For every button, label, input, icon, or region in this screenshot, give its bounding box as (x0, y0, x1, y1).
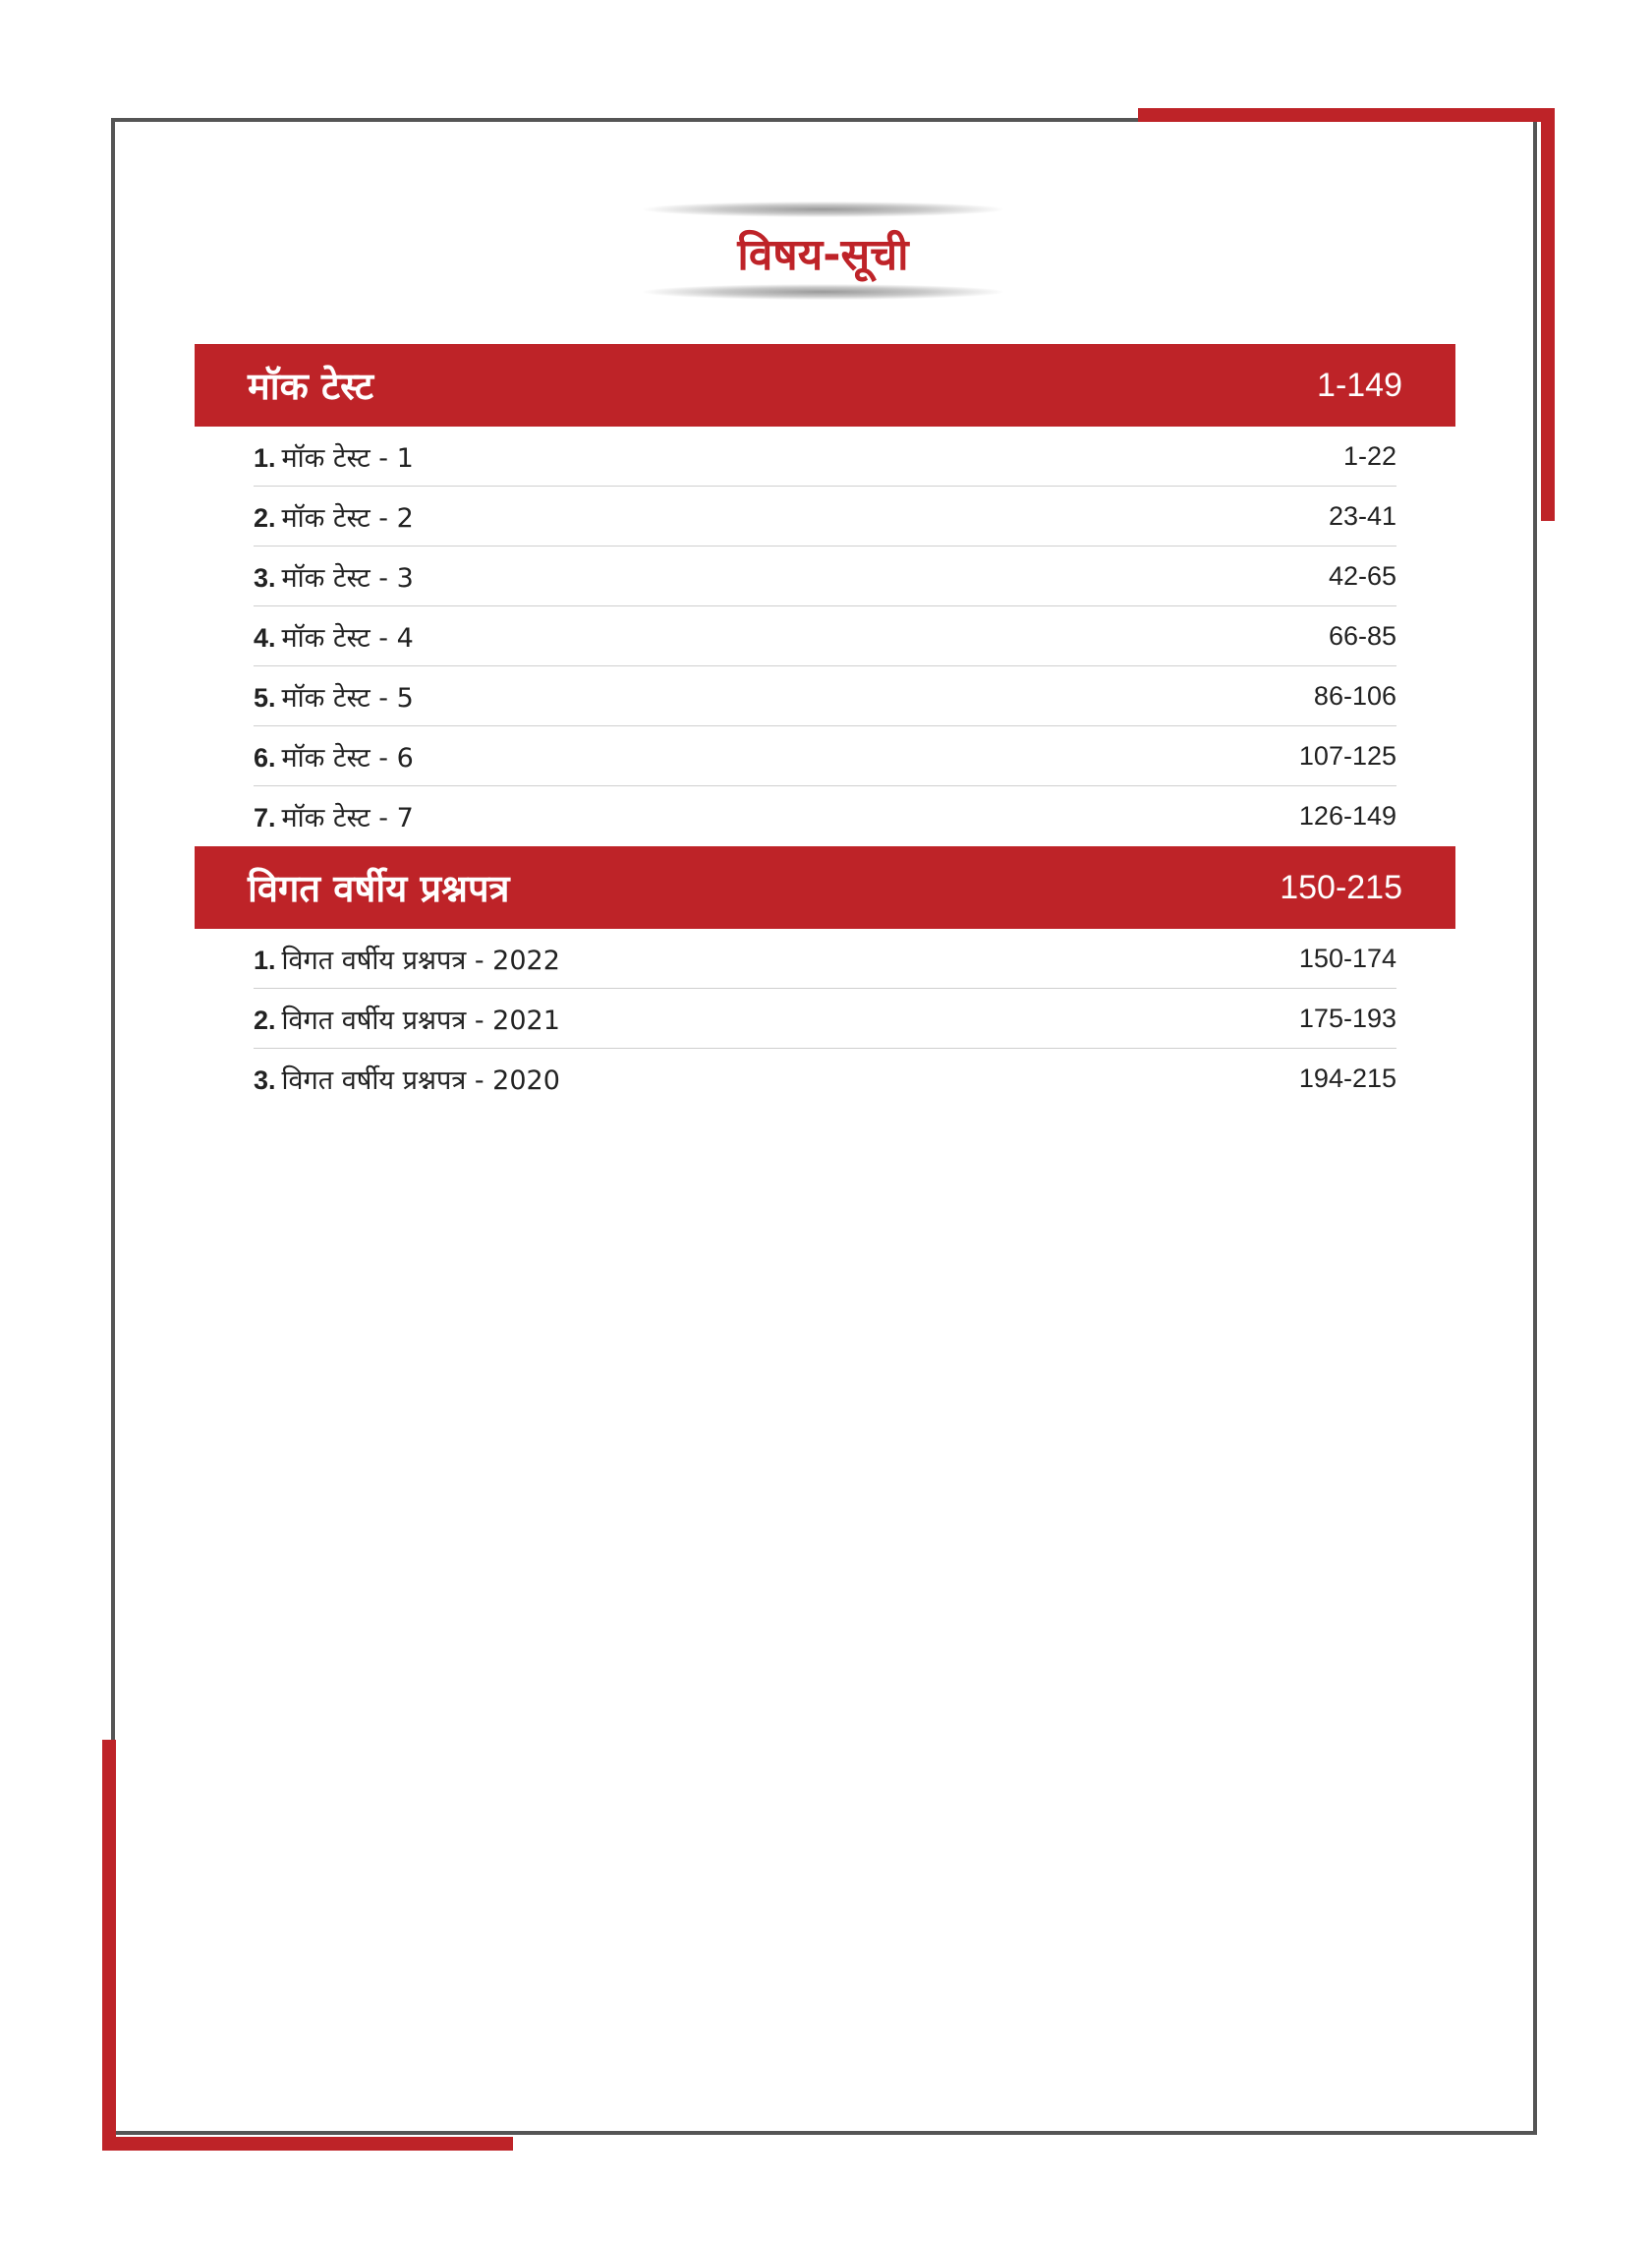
row-number: 1. (254, 442, 276, 473)
row-label-wrap (254, 438, 414, 475)
section-header-mock-tests (195, 344, 1455, 427)
row-label: मॉक टेस्ट - 3 (281, 562, 414, 594)
row-label-wrap (254, 941, 560, 977)
toc-row[interactable] (254, 1049, 1396, 1109)
toc-row[interactable] (254, 989, 1396, 1049)
row-number: 2. (254, 502, 276, 533)
row-label-wrap (254, 618, 414, 655)
section-title: मॉक टेस्ट (248, 365, 374, 408)
row-pages: 42-65 (1328, 560, 1396, 591)
row-number: 6. (254, 742, 276, 773)
toc-row[interactable] (254, 606, 1396, 666)
row-label-wrap (254, 798, 414, 834)
top-right-accent-horizontal (1138, 108, 1555, 122)
row-label-wrap (254, 498, 414, 535)
section-rows-previous-year-papers (254, 929, 1396, 1109)
row-number: 4. (254, 622, 276, 653)
row-label: मॉक टेस्ट - 6 (281, 742, 414, 774)
row-pages: 107-125 (1298, 740, 1396, 771)
row-pages: 86-106 (1313, 680, 1396, 711)
row-number: 1. (254, 945, 276, 975)
row-pages: 23-41 (1328, 500, 1396, 531)
table-of-contents (195, 344, 1455, 1109)
row-pages: 1-22 (1342, 440, 1396, 471)
row-number: 5. (254, 682, 276, 713)
title-top-bar (644, 201, 1002, 217)
row-label: मॉक टेस्ट - 5 (281, 682, 414, 714)
row-label: विगत वर्षीय प्रश्नपत्र - 2021 (281, 1005, 560, 1036)
row-number: 7. (254, 803, 276, 833)
row-label-wrap (254, 1061, 560, 1097)
row-pages: 175-193 (1298, 1003, 1396, 1033)
toc-row[interactable] (254, 929, 1396, 989)
top-right-accent-vertical (1541, 108, 1555, 521)
toc-row[interactable] (254, 546, 1396, 606)
row-number: 3. (254, 562, 276, 593)
row-pages: 66-85 (1328, 620, 1396, 651)
row-label-wrap (254, 678, 414, 715)
row-label: मॉक टेस्ट - 1 (281, 442, 414, 474)
section-header-previous-year-papers (195, 846, 1455, 929)
toc-row[interactable] (254, 786, 1396, 846)
section-title: विगत वर्षीय प्रश्नपत्र (248, 867, 510, 910)
row-label: मॉक टेस्ट - 2 (281, 502, 414, 534)
row-pages: 126-149 (1298, 801, 1396, 831)
row-number: 3. (254, 1065, 276, 1095)
bottom-left-accent-horizontal (102, 2137, 513, 2151)
toc-row[interactable] (254, 427, 1396, 487)
title-bottom-bar (644, 284, 1002, 300)
row-pages: 194-215 (1298, 1064, 1396, 1093)
toc-row[interactable] (254, 487, 1396, 546)
page-title: विषय-सूची (737, 230, 909, 280)
row-label-wrap (254, 558, 414, 595)
row-number: 2. (254, 1005, 276, 1035)
toc-row[interactable] (254, 666, 1396, 726)
row-pages: 150-174 (1298, 943, 1396, 973)
toc-row[interactable] (254, 726, 1396, 786)
section-rows-mock-tests (254, 427, 1396, 846)
row-label: मॉक टेस्ट - 7 (281, 803, 414, 834)
title-block (644, 201, 1002, 300)
row-label: मॉक टेस्ट - 4 (281, 622, 414, 654)
row-label: विगत वर्षीय प्रश्नपत्र - 2022 (281, 945, 560, 976)
row-label-wrap (254, 738, 414, 775)
row-label: विगत वर्षीय प्रश्नपत्र - 2020 (281, 1065, 560, 1096)
section-range: 150-215 (1280, 868, 1402, 906)
row-label-wrap (254, 1001, 560, 1037)
bottom-left-accent-vertical (102, 1740, 116, 2151)
section-range: 1-149 (1317, 366, 1402, 404)
